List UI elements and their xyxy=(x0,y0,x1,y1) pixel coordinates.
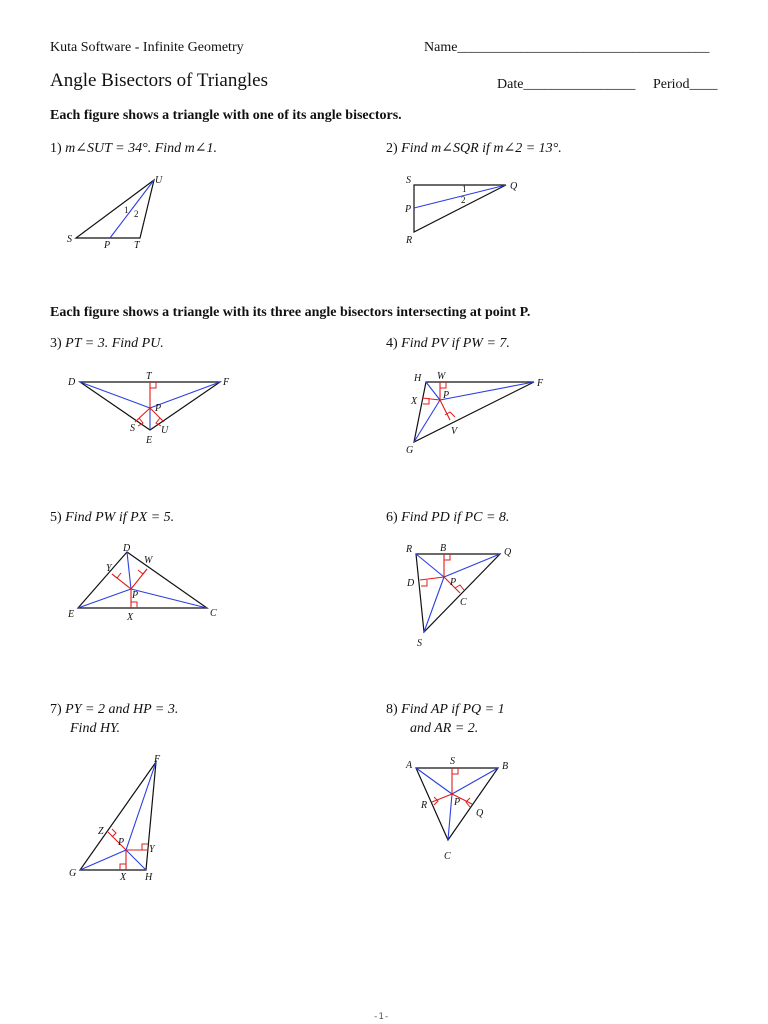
problem-text: m∠SUT = 34°. Find m∠1. xyxy=(65,141,217,156)
point-label-x: X xyxy=(120,872,127,883)
vertex-label-f: F xyxy=(537,378,544,389)
problem-text: Find HY. xyxy=(70,721,121,736)
vertex-label-g: G xyxy=(406,445,414,456)
problem-number: 1) xyxy=(50,141,62,156)
problem-8 xyxy=(386,702,505,718)
vertex-label-h: H xyxy=(414,373,422,384)
problem-6 xyxy=(386,510,509,526)
vertex-label-t: T xyxy=(134,240,140,251)
point-label-v: V xyxy=(451,426,458,437)
page-title: Angle Bisectors of Triangles xyxy=(50,70,268,91)
angle-label-1: 1 xyxy=(124,205,129,215)
problem-text: Find PV if PW = 7. xyxy=(401,336,510,351)
point-label-s: S xyxy=(130,423,135,434)
perpendiculars xyxy=(432,768,472,807)
problem-number: 6) xyxy=(386,510,398,525)
triangle xyxy=(414,185,506,232)
vertex-label-q: Q xyxy=(504,547,512,558)
point-label-q: Q xyxy=(476,808,484,819)
point-label-c: C xyxy=(460,597,467,608)
publisher-label: Kuta Software - Infinite Geometry xyxy=(50,40,244,55)
triangle xyxy=(76,180,154,238)
page-number: -1- xyxy=(373,1012,390,1022)
point-label-p: P xyxy=(155,403,162,414)
point-label-p: P xyxy=(104,240,111,251)
problem-number: 2) xyxy=(386,141,398,156)
vertex-label-q: Q xyxy=(510,181,518,192)
section-2-instruction: Each figure shows a triangle with its three angle bisectors intersecting at point P. xyxy=(50,305,531,320)
point-label-p: P xyxy=(450,577,457,588)
point-label-p: P xyxy=(454,797,461,808)
vertex-label-b: B xyxy=(502,761,509,772)
vertex-label-g: G xyxy=(69,868,77,879)
point-label-u: U xyxy=(161,425,169,436)
problem-7-line-2 xyxy=(70,721,120,737)
figure-6 xyxy=(400,540,530,655)
figure-1 xyxy=(60,170,180,255)
period-field[interactable]: Period____ xyxy=(653,77,718,92)
figure-8 xyxy=(400,752,530,867)
angle-bisectors xyxy=(416,554,500,632)
angle-label-2: 2 xyxy=(461,195,466,205)
problem-3 xyxy=(50,336,164,352)
vertex-label-e: E xyxy=(68,609,75,620)
point-label-b: B xyxy=(440,543,447,554)
vertex-label-f: F xyxy=(154,754,161,765)
vertex-label-r: R xyxy=(406,235,413,246)
vertex-label-h: H xyxy=(145,872,153,883)
problem-text: Find m∠SQR if m∠2 = 13°. xyxy=(401,141,562,156)
problem-1 xyxy=(50,140,217,157)
point-label-p: P xyxy=(118,837,125,848)
problem-text: Find PD if PC = 8. xyxy=(401,510,510,525)
vertex-label-a: A xyxy=(406,760,413,771)
vertex-label-u: U xyxy=(155,175,163,186)
point-label-s: S xyxy=(450,756,455,767)
problem-5 xyxy=(50,510,174,526)
point-label-y: Y xyxy=(149,844,155,855)
angle-bisector xyxy=(414,185,506,208)
section-1-instruction: Each figure shows a triangle with one of its angle bisectors. xyxy=(50,108,402,123)
vertex-label-f: F xyxy=(223,377,230,388)
vertex-label-s: S xyxy=(417,638,422,649)
point-label-x: X xyxy=(127,612,134,623)
point-label-z: Z xyxy=(98,826,104,837)
point-label-t: T xyxy=(146,371,152,382)
problem-2 xyxy=(386,140,562,157)
triangle xyxy=(78,552,207,608)
vertex-label-e: E xyxy=(146,435,153,446)
point-label-x: X xyxy=(411,396,418,407)
problem-text: Find PW if PX = 5. xyxy=(65,510,175,525)
figure-7 xyxy=(60,752,190,887)
problem-8-line-2 xyxy=(410,721,478,737)
problem-number: 8) xyxy=(386,702,398,717)
vertex-label-d: D xyxy=(68,377,76,388)
figure-3 xyxy=(60,368,250,453)
vertex-label-d: D xyxy=(123,543,131,554)
problem-text: Find AP if PQ = 1 xyxy=(401,702,505,717)
name-field[interactable]: Name____________________________________ xyxy=(424,40,710,55)
angle-bisectors xyxy=(78,552,207,608)
problem-text: and AR = 2. xyxy=(410,721,479,736)
problem-number: 4) xyxy=(386,336,398,351)
perpendiculars xyxy=(422,382,455,420)
problem-4 xyxy=(386,336,510,352)
vertex-label-c: C xyxy=(444,851,451,862)
point-label-y: Y xyxy=(106,563,112,574)
vertex-label-c: C xyxy=(210,608,217,619)
perpendiculars xyxy=(420,554,464,593)
problem-text: PY = 2 and HP = 3. xyxy=(65,702,179,717)
figure-4 xyxy=(400,368,560,458)
point-label-d: D xyxy=(407,578,415,589)
angle-label-2: 2 xyxy=(134,209,139,219)
problem-number: 3) xyxy=(50,336,62,351)
problem-number: 5) xyxy=(50,510,62,525)
problem-text: PT = 3. Find PU. xyxy=(65,336,164,351)
point-label-w: W xyxy=(144,555,153,566)
vertex-label-r: R xyxy=(406,544,413,555)
angle-label-1: 1 xyxy=(462,184,467,194)
point-label-p: P xyxy=(405,204,412,215)
vertex-label-s: S xyxy=(67,234,72,245)
problem-number: 7) xyxy=(50,702,62,717)
perpendiculars xyxy=(108,829,148,870)
point-label-p: P xyxy=(443,390,450,401)
point-label-p: P xyxy=(132,590,139,601)
point-label-r: R xyxy=(421,800,428,811)
point-label-w: W xyxy=(437,371,446,382)
vertex-label-s: S xyxy=(406,175,411,186)
figure-5 xyxy=(60,540,235,625)
date-field[interactable]: Date________________ xyxy=(497,77,636,92)
problem-7 xyxy=(50,702,178,718)
figure-2 xyxy=(400,170,530,250)
